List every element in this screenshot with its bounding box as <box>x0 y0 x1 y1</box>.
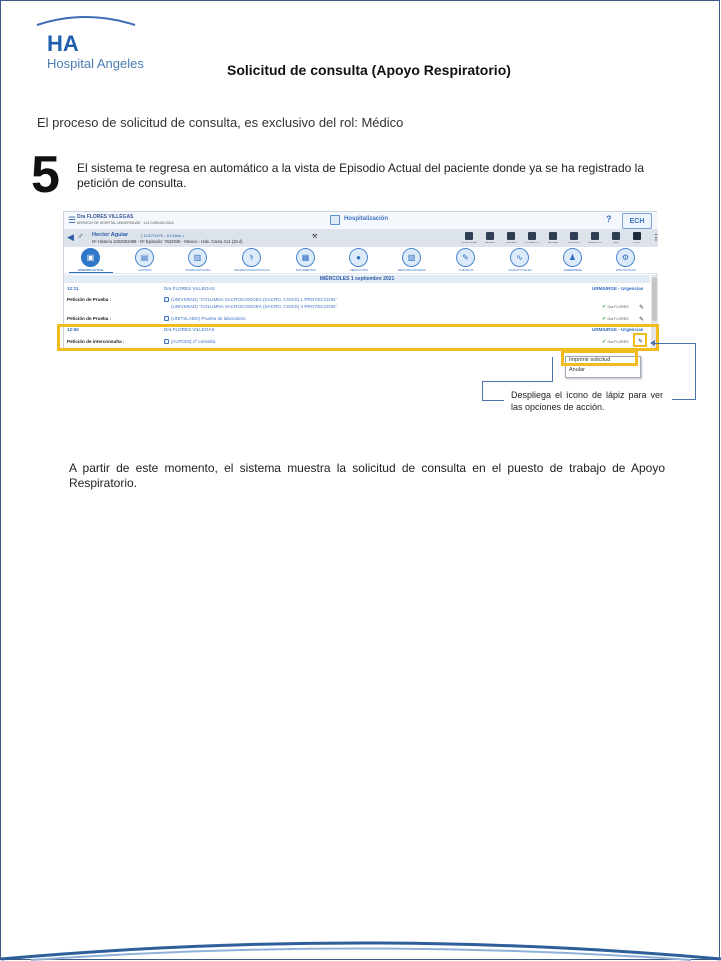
connector-line <box>482 381 483 401</box>
tab-label: INTERCONSULTAS <box>185 268 211 272</box>
pencil-icon[interactable]: ✎ <box>639 317 645 323</box>
connector-line <box>654 343 696 344</box>
action-icon <box>507 232 515 240</box>
tab-historia[interactable] <box>115 247 175 274</box>
connector-line <box>482 381 553 382</box>
action-alta[interactable] <box>607 231 625 246</box>
help-icon[interactable]: ? <box>606 214 612 224</box>
episode-tabs <box>64 247 658 274</box>
after-text: A partir de este momento, el sistema muestra la solicitud de consulta en el puesto de trabajo de Apoyo Respiratorio. <box>69 461 665 490</box>
ech-badge: ECH <box>622 213 652 229</box>
tab-label: REGISTRO DIVERSO <box>398 268 426 272</box>
pencil-icon[interactable]: ✎ <box>639 305 645 311</box>
tab-label: HISTORIA <box>138 268 152 272</box>
list-item[interactable]: (UNIVSRAD) "COLUMNA SACROCOXIGEA (SACRO, COXIS) 4 PROYECCION" <box>171 304 337 309</box>
tab-pruebas-diagnosticas[interactable] <box>222 247 282 274</box>
tab-icon: ✎ <box>456 248 475 267</box>
action-documentos[interactable] <box>523 231 541 246</box>
entry-author: Dra FLORES VILLEGAS <box>164 286 215 291</box>
patient-info: Nº Historia 1002691998 - Nº Episodio: 7622935 - México - Hab. Cama 214 (33 d) <box>92 239 243 244</box>
tab-active-underline <box>69 272 113 273</box>
entry-time: 12:11 <box>67 286 79 291</box>
tab-medicacion[interactable] <box>329 247 389 274</box>
tab-icon: ⚕ <box>242 248 261 267</box>
tab-label: MEDICACIÓN <box>350 268 368 272</box>
tab-enfermeria[interactable] <box>543 247 603 274</box>
page-title: Solicitud de consulta (Apoyo Respiratorio) <box>227 62 511 78</box>
list-item[interactable] <box>164 316 246 321</box>
action-icon <box>570 232 578 240</box>
logo-letters: HA <box>47 31 79 56</box>
action-label: INFORMES <box>505 242 517 244</box>
logo-text: Hospital Angeles <box>47 56 144 71</box>
tab-episodio-actual[interactable] <box>61 247 121 274</box>
app-header <box>64 212 658 230</box>
hospital-angeles-logo <box>35 15 144 71</box>
back-arrow-icon[interactable]: ◀ <box>67 232 74 242</box>
row-label: Petición de Prueba : <box>67 297 112 302</box>
action-episodios[interactable] <box>565 231 583 246</box>
tab-registro-diverso[interactable] <box>382 247 442 274</box>
day-header: MIÉRCOLES 1 septiembre 2021 <box>64 275 650 283</box>
action-icon <box>465 232 473 240</box>
action-label: DIAGNÓSTICO <box>587 242 602 244</box>
more-options-icon[interactable]: ⋮ <box>652 233 660 242</box>
action-icon <box>612 232 620 240</box>
signer-name: Dra FLORES <box>607 305 629 309</box>
entry-unit: URMIURGE - Urgencias <box>592 327 644 332</box>
tab-label: EPISODIO ACTUAL <box>78 268 104 272</box>
step-number: 5 <box>31 146 60 204</box>
intro-text: El proceso de solicitud de consulta, es exclusivo del rol: Médico <box>37 115 404 130</box>
highlight-pencil <box>633 333 647 347</box>
male-icon: ♂ <box>77 231 84 241</box>
patient-actions <box>460 231 656 246</box>
tab-icon: ⚙ <box>616 248 635 267</box>
callout-text: Despliega el ícono de lápiz para ver las opciones de acción. <box>511 390 663 412</box>
footer-wave <box>1 931 721 961</box>
entry-time: 12:56 <box>67 327 79 332</box>
doctor-name: Dra FLORES VILLEGAS <box>77 214 134 220</box>
action-label: PACIENTE <box>485 242 495 244</box>
arrow-head-icon <box>650 340 655 346</box>
row-label: Petición de interconsulta : <box>67 339 125 344</box>
list-item[interactable] <box>164 297 337 302</box>
tab-documentos[interactable] <box>276 247 336 274</box>
tab-label: PROTOCOLOS <box>616 268 636 272</box>
checkbox-icon <box>164 316 169 321</box>
patient-dob: ( 11/07/1970 - 51 Años ) <box>141 233 184 238</box>
action-label: ALTA <box>613 242 619 244</box>
entry-unit: URMIURGE - Urgencias <box>592 286 644 291</box>
action-diagnostico[interactable] <box>586 231 604 246</box>
action-label: ESTADO FICHA <box>461 242 477 244</box>
filter-icon <box>633 232 641 240</box>
patient-bar <box>64 230 658 247</box>
pin-icon[interactable]: ⚒ <box>312 234 318 240</box>
tab-interconsultas[interactable] <box>168 247 228 274</box>
tab-label: SIGNOS VITALES <box>508 268 532 272</box>
scrollbar-thumb[interactable] <box>652 277 657 321</box>
tab-icon: ▥ <box>188 248 207 267</box>
step-text: El sistema te regresa en automático a la vista de Episodio Actual del paciente donde ya se ha registrado la petición de consulta. <box>77 161 645 190</box>
tab-icon: ♟ <box>563 248 582 267</box>
checkbox-icon <box>164 297 169 302</box>
connector-line <box>695 343 696 400</box>
action-alergias[interactable] <box>544 231 562 246</box>
item-text: (UNIVSRAD) "COLUMNA SACROCOXIGEA (SACRO, COXIS) 1 PROYECCION" <box>171 297 337 302</box>
signer-name: Dra FLORES <box>607 317 629 321</box>
tab-label: CUIDADOS <box>458 268 474 272</box>
tab-icon: ∿ <box>510 248 529 267</box>
action-icon <box>591 232 599 240</box>
signed-check-icon: ✔ <box>602 304 607 310</box>
signature <box>602 304 629 310</box>
row-label: Petición de Prueba : <box>67 316 112 321</box>
tab-signos-vitales[interactable] <box>490 247 550 274</box>
pencil-icon[interactable]: ✎ <box>638 339 644 345</box>
tab-icon: ▦ <box>296 248 315 267</box>
hospital-calendar-icon <box>330 215 340 225</box>
module-title: Hospitalización <box>344 216 389 222</box>
action-paciente[interactable] <box>481 231 499 246</box>
signer-name: Dra FLORES <box>607 340 629 344</box>
service-name: SERVICIO DE HOSPITAL UNIVERSIDAD · 1-M CARDIOLOGIA <box>77 221 174 225</box>
action-filtro[interactable] <box>628 231 646 246</box>
action-label: ALERGIAS <box>547 242 558 244</box>
tab-icon: ▣ <box>81 248 100 267</box>
signed-check-icon: ✔ <box>602 339 607 345</box>
tab-label: DOCUMENTOS <box>295 268 317 272</box>
tab-icon: ▧ <box>402 248 421 267</box>
action-estado-ficha[interactable] <box>460 231 478 246</box>
connector-line <box>552 357 553 381</box>
tab-icon: ● <box>349 248 368 267</box>
tab-icon: ▤ <box>135 248 154 267</box>
tab-protocolos[interactable] <box>596 247 656 274</box>
action-informes[interactable] <box>502 231 520 246</box>
item-text: (UNITSLABO) Prueba de laboratorio <box>171 316 246 321</box>
action-label: FILTRO <box>633 242 641 244</box>
signature <box>602 316 629 322</box>
action-icon <box>528 232 536 240</box>
menu-icon[interactable]: ☰ <box>68 215 77 225</box>
highlight-frame <box>57 324 659 351</box>
menu-item-anular[interactable]: Anular <box>569 367 585 373</box>
connector-line <box>482 400 504 401</box>
patient-name[interactable]: Hector Aguiar <box>92 232 129 238</box>
tab-label: PRUEBAS DIAGNÓSTICAS <box>234 268 270 272</box>
connector-line <box>672 399 696 400</box>
action-icon <box>549 232 557 240</box>
entry-author: Dra FLORES VILLEGAS <box>164 327 215 332</box>
signed-check-icon: ✔ <box>602 316 607 322</box>
action-icon <box>486 232 494 240</box>
highlight-menu-option <box>561 350 638 366</box>
action-label: EPISODIOS <box>568 242 580 244</box>
tab-label: ENFERMERÍA <box>563 268 583 272</box>
tab-cuidados[interactable] <box>436 247 496 274</box>
action-label: DOCUMENTOS <box>524 242 540 244</box>
item-text: [AUTO02] 1ª consulta <box>171 339 216 344</box>
menu-item-imprimir-solicitud[interactable]: Imprimir solicitud <box>569 357 611 363</box>
